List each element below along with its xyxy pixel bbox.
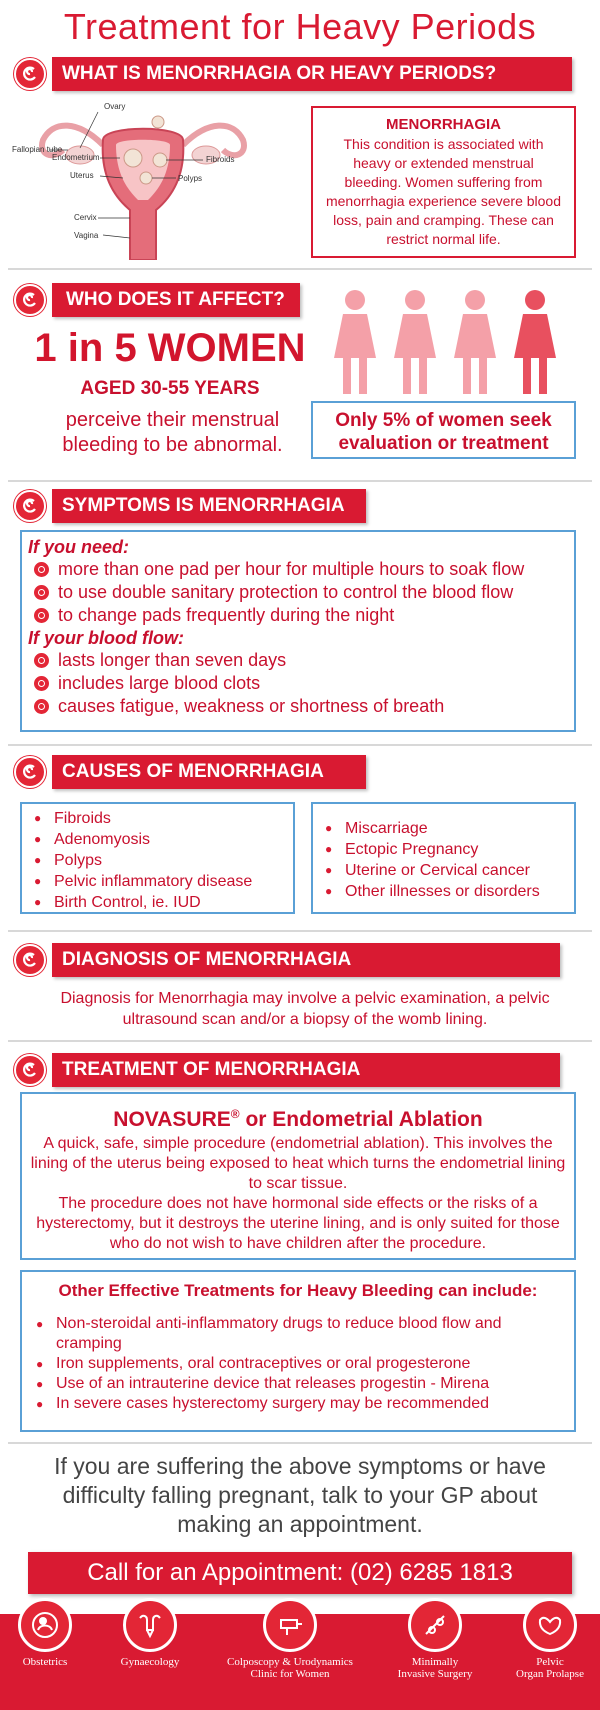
diagram-label: Fallopian tube [12, 145, 63, 154]
surgery-icon [408, 1598, 462, 1652]
footer-label: Obstetrics [22, 1656, 68, 1668]
footer-label: Pelvic [536, 1656, 564, 1668]
only-5-percent-box: Only 5% of women seek evaluation or treatment [311, 401, 576, 459]
list-item: ● Adenomyosis [30, 829, 285, 850]
diagram-label: Polyps [178, 174, 203, 183]
diagram-label: Uterus [70, 171, 94, 180]
section-title: WHO DOES IT AFFECT? [52, 283, 300, 317]
list-item: ● Polyps [30, 850, 285, 871]
list-item: ● Pelvic inflammatory disease [30, 871, 285, 892]
list-item: more than one pad per hour for multiple hours to soak flow [28, 558, 568, 581]
list-item: ● Birth Control, ie. IUD [30, 892, 285, 913]
divider [8, 1442, 592, 1444]
logo-swirl-icon [14, 944, 46, 976]
divider [8, 744, 592, 746]
footer-item-surgery[interactable] [385, 1598, 485, 1680]
divider [8, 1040, 592, 1042]
novasure-paragraph-2: The procedure does not have hormonal side effects or the risks of a hysterectomy, but it destroys the uterine lining, and is only suited for those who do not wish to have children after the procedure. [36, 1195, 560, 1252]
divider [8, 480, 592, 482]
need-label: If you need: [28, 537, 130, 557]
other-treatments-title: Other Effective Treatments for Heavy Bleeding can include: [58, 1281, 538, 1300]
section-header-symptoms [14, 488, 366, 524]
footer-item-gynaecology[interactable] [105, 1598, 195, 1668]
colposcope-icon [263, 1598, 317, 1652]
footer-label: Clinic for Women [250, 1668, 330, 1680]
causes-right-box [311, 802, 576, 914]
section-title: DIAGNOSIS OF MENORRHAGIA [52, 943, 560, 977]
logo-swirl-icon [14, 490, 46, 522]
list-item: causes fatigue, weakness or shortness of breath [28, 695, 568, 718]
bullet-icon [34, 676, 49, 691]
section-title: CAUSES OF MENORRHAGIA [52, 755, 366, 789]
list-item: ● Fibroids [30, 808, 285, 829]
logo-swirl-icon [14, 756, 46, 788]
other-treatments-box [20, 1270, 576, 1432]
footer-label: Invasive Surgery [397, 1668, 473, 1680]
big-stat: 1 in 5 WOMEN [34, 326, 306, 370]
list-item: lasts longer than seven days [28, 649, 568, 672]
bullet-icon [34, 585, 49, 600]
causes-right-list [321, 818, 566, 902]
women-figures [330, 286, 580, 396]
perceive-text: perceive their menstrual bleeding to be abnormal. [62, 409, 283, 456]
list-item: ● Non-steroidal anti-inflammatory drugs to reduce blood flow and cramping [32, 1314, 564, 1354]
bullet-icon [34, 653, 49, 668]
footer-item-obstetrics[interactable] [0, 1598, 90, 1668]
age-range: AGED 30-55 YEARS [80, 378, 260, 399]
list-item: ● Iron supplements, oral contraceptives or oral progesterone [32, 1354, 564, 1374]
footer-item-pelvic[interactable] [500, 1598, 600, 1680]
section-title: WHAT IS MENORRHAGIA OR HEAVY PERIODS? [52, 57, 572, 91]
section-header-who [14, 282, 300, 318]
divider [8, 268, 592, 270]
novasure-title: NOVASURE® or Endometrial Ablation [113, 1107, 483, 1131]
diagnosis-text: Diagnosis for Menorrhagia may involve a pelvic examination, a pelvic ultrasound scan and/or a biopsy of the womb lining. [60, 990, 550, 1028]
list-item: ● Other illnesses or disorders [321, 881, 566, 902]
novasure-box [20, 1092, 576, 1260]
causes-left-box [20, 802, 295, 914]
other-treatments-list [32, 1314, 564, 1414]
diagram-label: Cervix [74, 213, 97, 222]
footer-label: Organ Prolapse [516, 1668, 584, 1680]
causes-left-list [30, 808, 285, 913]
logo-swirl-icon [14, 284, 46, 316]
list-item: ● Use of an intrauterine device that releases progestin - Mirena [32, 1374, 564, 1394]
need-list [28, 558, 568, 627]
list-item: ● In severe cases hysterectomy surgery may be recommended [32, 1394, 564, 1414]
page-title: Treatment for Heavy Periods [63, 6, 537, 47]
menorrhagia-definition-box [311, 106, 576, 258]
novasure-paragraph-1: A quick, safe, simple procedure (endometrial ablation). This involves the lining of the uterus being exposed to heat which turns the endometrial lining to scar tissue. [30, 1135, 566, 1192]
symptoms-box [20, 530, 576, 732]
bullet-icon [34, 699, 49, 714]
logo-swirl-icon [14, 58, 46, 90]
section-header-diagnosis [14, 942, 560, 978]
diagram-label: Vagina [74, 231, 99, 240]
section-header-treatment [14, 1052, 560, 1088]
flow-list [28, 649, 568, 718]
pregnancy-icon [18, 1598, 72, 1652]
bullet-icon [34, 608, 49, 623]
pelvis-icon [523, 1598, 577, 1652]
uterus-anatomy-diagram [8, 100, 278, 260]
section-title: TREATMENT OF MENORRHAGIA [52, 1053, 560, 1087]
footer-item-colposcopy[interactable] [215, 1598, 365, 1680]
footer-label: Gynaecology [120, 1656, 180, 1668]
footer-bar [0, 1614, 600, 1710]
logo-swirl-icon [14, 1054, 46, 1086]
diagram-label: Ovary [104, 102, 126, 111]
footer-label: Colposcopy & Urodynamics [227, 1656, 353, 1668]
list-item: ● Uterine or Cervical cancer [321, 860, 566, 881]
section-header-causes [14, 754, 366, 790]
closing-text: If you are suffering the above symptoms or have difficulty falling pregnant, talk to your GP about making an appointment. [54, 1453, 546, 1537]
list-item: includes large blood clots [28, 672, 568, 695]
list-item: ● Ectopic Pregnancy [321, 839, 566, 860]
divider [8, 930, 592, 932]
footer-label: Minimally [411, 1656, 459, 1668]
diagram-label: Endometrium [52, 153, 100, 162]
list-item: ● Miscarriage [321, 818, 566, 839]
list-item: to change pads frequently during the night [28, 604, 568, 627]
call-appointment-button[interactable]: Call for an Appointment: (02) 6285 1813 [28, 1552, 572, 1594]
diagram-label: Fibroids [206, 155, 235, 164]
uterus-icon [123, 1598, 177, 1652]
bullet-icon [34, 562, 49, 577]
box-title: MENORRHAGIA [386, 116, 501, 133]
section-title: SYMPTOMS IS MENORRHAGIA [52, 489, 366, 523]
section-header-what [14, 56, 572, 92]
flow-label: If your blood flow: [28, 628, 184, 648]
box-text: This condition is associated with heavy or extended menstrual bleeding. Women suffering from menorrhagia experience severe blood loss, pain and cramping. These can restrict normal life. [325, 136, 562, 247]
list-item: to use double sanitary protection to control the blood flow [28, 581, 568, 604]
